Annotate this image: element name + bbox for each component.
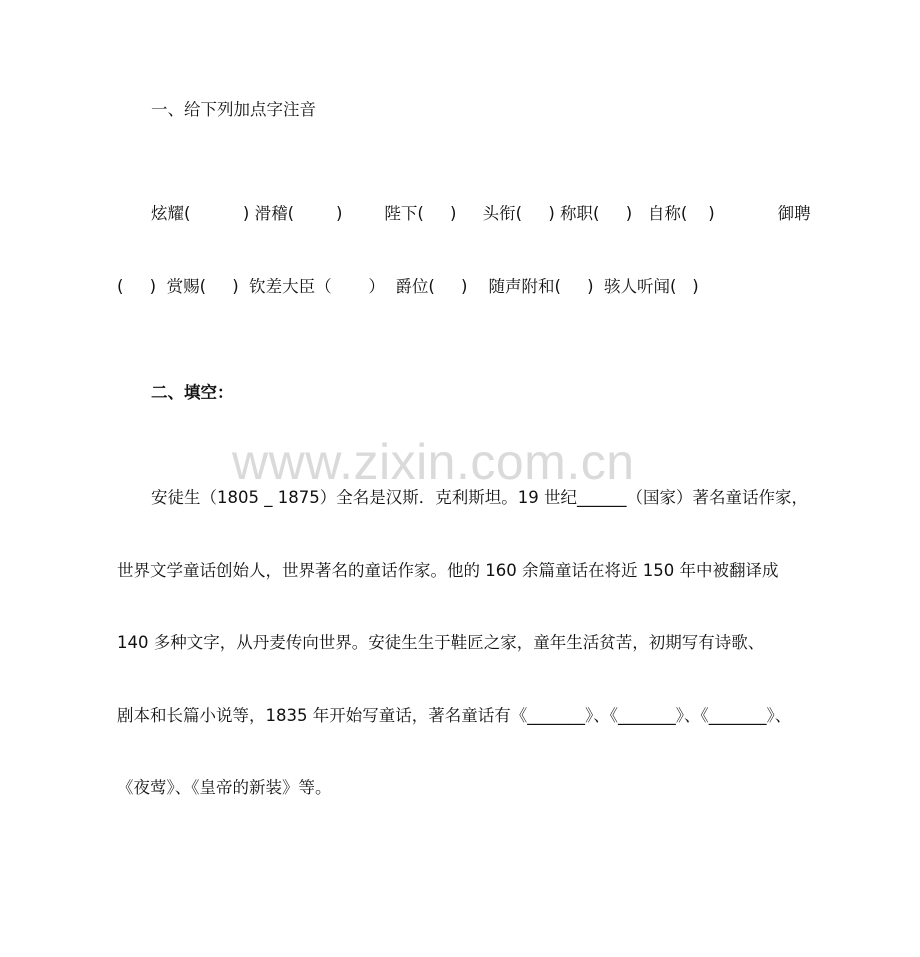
watermark: www.zixin.com.cn (232, 434, 635, 490)
pinyin-question-line-2: ( ) 赏赐( ) 钦差大臣（ ） 爵位( ) 随声附和( ) 骇人听闻( ) (117, 277, 699, 296)
section2-title: 二、填空： (151, 383, 234, 402)
fill-blank-line-3: 140 多种文字，从丹麦传向世界。安徒生生于鞋匠之家，童年生活贫苦，初期写有诗歌、 (117, 633, 765, 652)
pinyin-question-line-1: 炫耀( ) 滑稽( ) 陛下( ) 头衔( ) 称职( ) 自称( ) 御聘 (151, 204, 811, 223)
fill-blank-line-5: 《夜莺》、《皇帝的新装》等。 (117, 778, 332, 797)
fill-blank-line-4: 剧本和长篇小说等，1835 年开始写童话，著名童话有《_______》、《_______》、《_______》、 (117, 706, 792, 725)
fill-blank-line-1: 安徒生（1805 _ 1875）全名是汉斯．克利斯坦。19 世纪______（国家）著名童话作家， (151, 488, 808, 507)
fill-blank-line-2: 世界文学童话创始人，世界著名的童话作家。他的 160 余篇童话在将近 150 年中被翻译成 (117, 561, 779, 580)
section1-title: 一、给下列加点字注音 (151, 100, 316, 119)
